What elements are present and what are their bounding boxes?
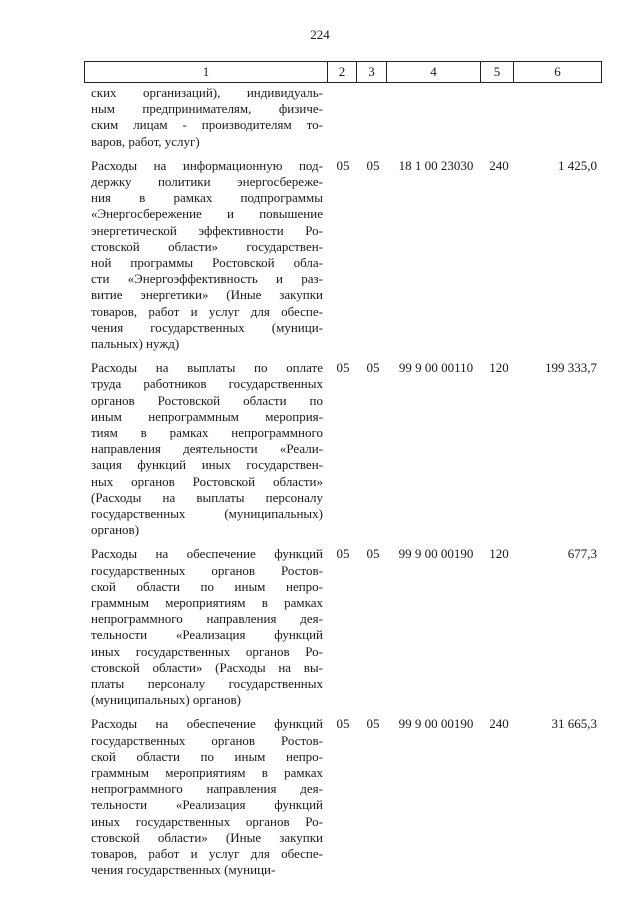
description-line: ным предпринимателям, физиче- xyxy=(91,101,323,117)
description-line: тиям в рамках непрограммного xyxy=(91,425,323,440)
row-description xyxy=(91,716,323,878)
target-article-code: 99 9 00 00190 xyxy=(398,546,474,562)
description-line: держку политики энергосбереже- xyxy=(91,174,323,189)
amount: 1 425,0 xyxy=(558,157,597,173)
description-line: стовской области» (Расходы на вы- xyxy=(91,659,323,675)
description-line: пальных) нужд) xyxy=(91,336,180,352)
description-line: тельности «Реализация функций xyxy=(91,627,323,643)
description-line: направления деятельности «Реали- xyxy=(91,441,323,457)
description-line: варов, работ, услуг) xyxy=(91,133,200,149)
page-number: 224 xyxy=(310,27,330,42)
amount: 199 333,7 xyxy=(545,360,597,376)
description-line: чения государственных (муници- xyxy=(91,862,276,878)
target-article-code: 18 1 00 23030 xyxy=(398,157,474,173)
expense-type-code: 120 xyxy=(489,360,509,376)
section-code: 05 xyxy=(336,157,350,173)
description-line: государственных органов Ростов- xyxy=(91,562,323,578)
description-line: иным непрограммным мероприя- xyxy=(91,408,323,424)
description-line: энергетической эффективности Ро- xyxy=(91,222,323,238)
description-line: органов Ростовской области по xyxy=(91,392,323,408)
description-line: ской области по иным непро- xyxy=(91,748,323,764)
description-line: стовской области» государствен- xyxy=(91,238,323,254)
row-description xyxy=(91,158,323,352)
description-line: «Энергосбережение и повышение xyxy=(91,206,323,222)
description-line: ных органов Ростовской области» xyxy=(91,473,323,489)
description-line: государственных органов Ростов- xyxy=(91,732,323,748)
expense-type-code: 240 xyxy=(489,716,509,732)
description-line: ских организаций), индивидуаль- xyxy=(91,85,323,100)
row-description xyxy=(91,85,323,150)
description-line: стовской области» (Иные закупки xyxy=(91,829,323,845)
header-col-6: 6 xyxy=(514,62,602,83)
table-row xyxy=(0,85,640,158)
table-row xyxy=(0,158,640,360)
description-line: Расходы на обеспечение функций xyxy=(91,716,323,732)
header-col-2: 2 xyxy=(328,62,357,83)
subsection-code: 05 xyxy=(366,157,380,173)
description-line: чения государственных (муници- xyxy=(91,319,323,335)
header-col-4: 4 xyxy=(387,62,481,83)
description-line: ской области по иным непро- xyxy=(91,578,323,594)
description-line: ной программы Ростовской обла- xyxy=(91,255,323,271)
target-article-code: 99 9 00 00110 xyxy=(398,360,474,376)
description-line: товаров, работ и услуг для обеспе- xyxy=(91,303,323,319)
description-line: зация функций иных государствен- xyxy=(91,457,323,473)
description-line: ским лицам - производителям то- xyxy=(91,117,323,133)
subsection-code: 05 xyxy=(366,716,380,732)
description-line: непрограммного направления дея- xyxy=(91,781,323,797)
expense-type-code: 240 xyxy=(489,157,509,173)
description-line: иных государственных органов Ро- xyxy=(91,643,323,659)
description-line: труда работников государственных xyxy=(91,376,323,392)
description-line: Расходы на информационную под- xyxy=(91,157,323,173)
description-line: Расходы на выплаты по оплате xyxy=(91,360,323,376)
description-line: платы персоналу государственных xyxy=(91,676,323,691)
section-code: 05 xyxy=(336,546,350,562)
description-line: товаров, работ и услуг для обеспе- xyxy=(91,846,323,861)
amount: 677,3 xyxy=(567,546,597,562)
description-line: граммным мероприятиям в рамках xyxy=(91,764,323,780)
description-line: Расходы на обеспечение функций xyxy=(91,546,323,562)
section-code: 05 xyxy=(336,360,350,376)
table-header xyxy=(84,61,602,83)
description-line: органов) xyxy=(91,522,140,538)
row-description xyxy=(91,546,323,708)
header-col-5: 5 xyxy=(481,62,514,83)
subsection-code: 05 xyxy=(366,360,380,376)
description-line: витие энергетики» (Иные закупки xyxy=(91,287,323,303)
header-col-3: 3 xyxy=(357,62,387,83)
subsection-code: 05 xyxy=(366,546,380,562)
table-row xyxy=(0,360,640,546)
expense-type-code: 120 xyxy=(489,546,509,562)
description-line: сти «Энергоэффективность и раз- xyxy=(91,271,323,287)
amount: 31 665,3 xyxy=(551,716,597,732)
table-row xyxy=(0,546,640,716)
description-line: (Расходы на выплаты персоналу xyxy=(91,489,323,505)
description-line: иных государственных органов Ро- xyxy=(91,813,323,829)
table-body xyxy=(0,85,640,886)
row-description xyxy=(91,360,323,538)
header-col-1: 1 xyxy=(85,62,328,83)
description-line: граммным мероприятиям в рамках xyxy=(91,594,323,610)
description-line: тельности «Реализация функций xyxy=(91,797,323,813)
section-code: 05 xyxy=(336,716,350,732)
description-line: ния в рамках подпрограммы xyxy=(91,190,323,206)
description-line: (муниципальных) органов) xyxy=(91,692,241,708)
target-article-code: 99 9 00 00190 xyxy=(398,716,474,732)
description-line: непрограммного направления дея- xyxy=(91,611,323,627)
table-row xyxy=(0,716,640,886)
description-line: государственных (муниципальных) xyxy=(91,506,323,522)
